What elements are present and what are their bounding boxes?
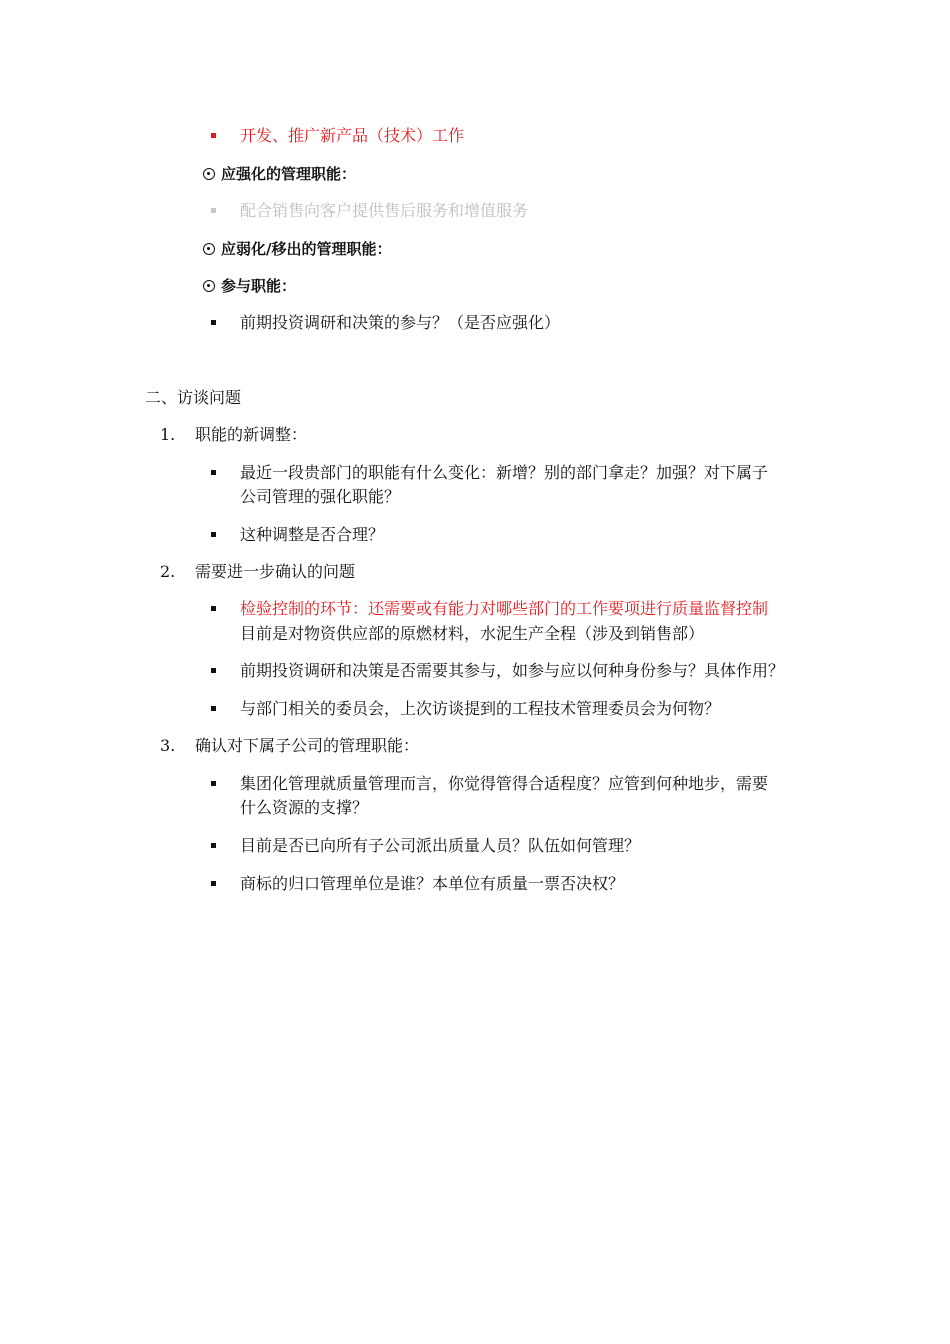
q1-item-1-line2: 公司管理的强化职能？ <box>240 487 401 506</box>
top-item-develop-products: 开发、推广新产品（技术）工作 <box>240 126 465 145</box>
bullet-marker <box>211 532 216 537</box>
q2-item-3: 与部门相关的委员会，上次访谈提到的工程技术管理委员会为何物？ <box>240 699 721 718</box>
participate-heading <box>203 274 296 298</box>
participate-heading-text: 参与职能： <box>221 277 297 295</box>
q1-item-2: 这种调整是否合理？ <box>240 525 385 544</box>
q3-item-3: 商标的归口管理单位是谁？本单位有质量一票否决权？ <box>240 874 625 893</box>
question-3-title: 确认对下属子公司的管理职能： <box>195 736 420 755</box>
q1-item-1-line1: 最近一段贵部门的职能有什么变化：新增？别的部门拿走？加强？对下属子 <box>240 463 769 482</box>
q3-item-1-line1: 集团化管理就质量管理而言，你觉得管得合适程度？应管到何种地步，需要 <box>240 774 769 793</box>
question-number: 2. <box>160 562 176 581</box>
q2-item-1-line1: 检验控制的环节：还需要或有能力对哪些部门的工作要项进行质量监督控制 <box>240 599 769 618</box>
bullet-marker <box>211 470 216 475</box>
bullet-marker <box>211 320 216 325</box>
participate-item-investment: 前期投资调研和决策的参与？（是否应强化） <box>240 313 561 332</box>
q2-item-1-line2: 目前是对物资供应部的原燃材料，水泥生产全程（涉及到销售部） <box>240 624 705 643</box>
q2-item-2: 前期投资调研和决策是否需要其参与，如参与应以何种身份参与？具体作用？ <box>240 661 785 680</box>
bullet-marker <box>211 781 216 786</box>
weaken-heading <box>203 237 391 261</box>
strengthen-heading <box>203 162 356 186</box>
weaken-heading-text: 应弱化/移出的管理职能： <box>221 240 392 258</box>
bullet-marker <box>211 133 216 138</box>
q3-item-1-line2: 什么资源的支撑？ <box>240 798 369 817</box>
bullet-marker <box>211 208 216 213</box>
strengthen-item-after-sales: 配合销售向客户提供售后服务和增值服务 <box>240 201 529 220</box>
question-number: 3. <box>160 736 176 755</box>
bullet-marker <box>211 843 216 848</box>
question-2-title: 需要进一步确认的问题 <box>195 562 356 581</box>
section-title-interview-questions: 二、访谈问题 <box>145 388 242 407</box>
q3-item-2: 目前是否已向所有子公司派出质量人员？队伍如何管理？ <box>240 836 641 855</box>
circled-dot-icon <box>203 243 215 255</box>
bullet-marker <box>211 706 216 711</box>
bullet-marker <box>211 606 216 611</box>
bullet-marker <box>211 668 216 673</box>
question-number: 1. <box>160 425 176 444</box>
circled-dot-icon <box>203 280 215 292</box>
strengthen-heading-text: 应强化的管理职能： <box>221 165 357 183</box>
circled-dot-icon <box>203 168 215 180</box>
bullet-marker <box>211 881 216 886</box>
question-1-title: 职能的新调整： <box>195 425 308 444</box>
